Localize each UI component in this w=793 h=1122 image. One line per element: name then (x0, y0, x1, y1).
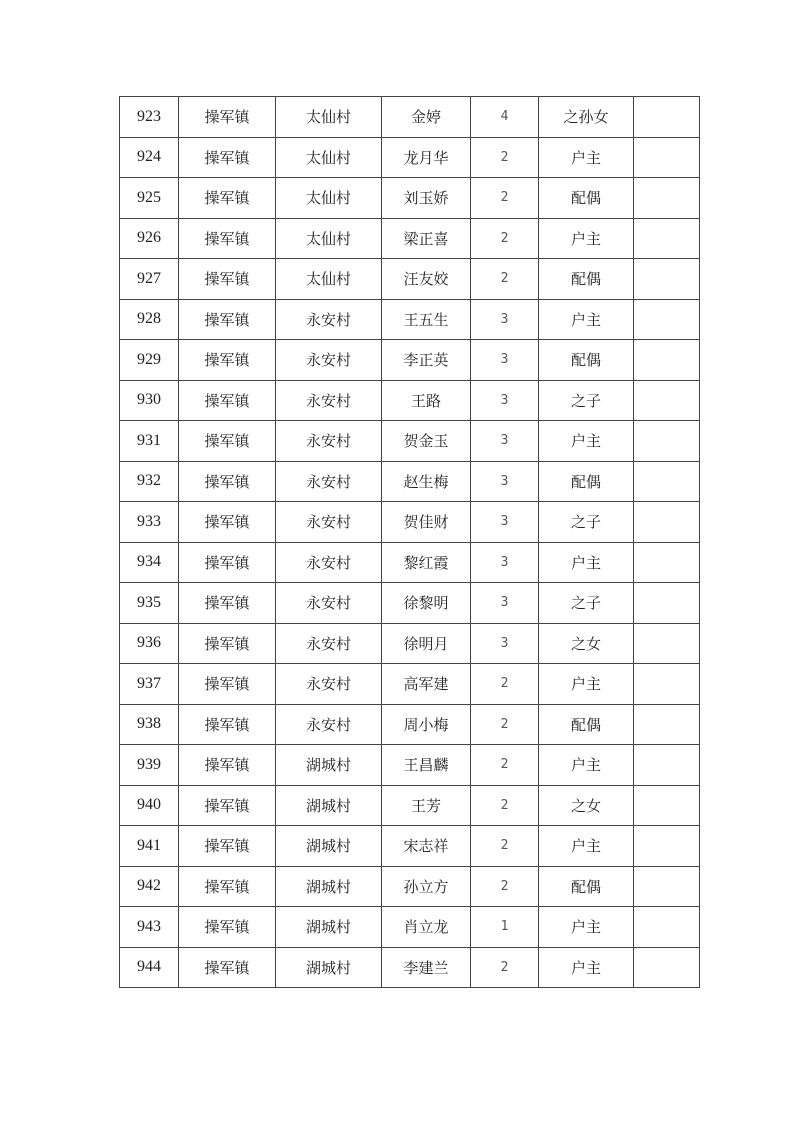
household-size-cell: 1 (471, 907, 539, 948)
village-cell: 永安村 (276, 340, 382, 381)
note-cell (634, 664, 700, 705)
person-name-cell: 周小梅 (382, 704, 471, 745)
household-size-cell: 2 (471, 785, 539, 826)
village-cell: 太仙村 (276, 137, 382, 178)
village-cell: 永安村 (276, 704, 382, 745)
village-cell: 永安村 (276, 421, 382, 462)
relation-cell: 户主 (539, 907, 634, 948)
village-cell: 湖城村 (276, 745, 382, 786)
table-row (120, 137, 700, 178)
household-size-cell: 2 (471, 259, 539, 300)
row-number-cell: 932 (120, 461, 179, 502)
table-row (120, 97, 700, 138)
relation-cell: 配偶 (539, 461, 634, 502)
note-cell (634, 421, 700, 462)
village-cell: 永安村 (276, 623, 382, 664)
town-cell: 操军镇 (179, 502, 276, 543)
person-name-cell: 王昌麟 (382, 745, 471, 786)
relation-cell: 户主 (539, 137, 634, 178)
town-cell: 操军镇 (179, 340, 276, 381)
town-cell: 操军镇 (179, 866, 276, 907)
household-size-cell: 2 (471, 866, 539, 907)
row-number-cell: 938 (120, 704, 179, 745)
note-cell (634, 826, 700, 867)
household-size-cell: 2 (471, 178, 539, 219)
note-cell (634, 461, 700, 502)
town-cell: 操军镇 (179, 218, 276, 259)
note-cell (634, 380, 700, 421)
town-cell: 操军镇 (179, 745, 276, 786)
row-number-cell: 934 (120, 542, 179, 583)
village-cell: 湖城村 (276, 785, 382, 826)
note-cell (634, 97, 700, 138)
relation-cell: 配偶 (539, 704, 634, 745)
town-cell: 操军镇 (179, 259, 276, 300)
town-cell: 操军镇 (179, 704, 276, 745)
village-cell: 永安村 (276, 664, 382, 705)
village-cell: 太仙村 (276, 218, 382, 259)
note-cell (634, 542, 700, 583)
person-name-cell: 王五生 (382, 299, 471, 340)
town-cell: 操军镇 (179, 664, 276, 705)
note-cell (634, 340, 700, 381)
person-name-cell: 贺佳财 (382, 502, 471, 543)
relation-cell: 之子 (539, 502, 634, 543)
person-name-cell: 肖立龙 (382, 907, 471, 948)
town-cell: 操军镇 (179, 421, 276, 462)
table-row (120, 542, 700, 583)
village-cell: 湖城村 (276, 907, 382, 948)
person-name-cell: 李建兰 (382, 947, 471, 988)
roster-body (120, 97, 700, 988)
household-size-cell: 2 (471, 218, 539, 259)
table-row (120, 299, 700, 340)
household-size-cell: 3 (471, 542, 539, 583)
household-size-cell: 3 (471, 421, 539, 462)
person-name-cell: 龙月华 (382, 137, 471, 178)
household-size-cell: 3 (471, 299, 539, 340)
row-number-cell: 926 (120, 218, 179, 259)
table-row (120, 218, 700, 259)
household-size-cell: 2 (471, 947, 539, 988)
town-cell: 操军镇 (179, 137, 276, 178)
relation-cell: 户主 (539, 664, 634, 705)
town-cell: 操军镇 (179, 826, 276, 867)
note-cell (634, 502, 700, 543)
person-name-cell: 宋志祥 (382, 826, 471, 867)
table-row (120, 178, 700, 219)
relation-cell: 户主 (539, 826, 634, 867)
town-cell: 操军镇 (179, 461, 276, 502)
table-row (120, 704, 700, 745)
roster-table (119, 96, 700, 988)
row-number-cell: 927 (120, 259, 179, 300)
village-cell: 永安村 (276, 502, 382, 543)
table-row (120, 421, 700, 462)
note-cell (634, 137, 700, 178)
row-number-cell: 941 (120, 826, 179, 867)
row-number-cell: 944 (120, 947, 179, 988)
note-cell (634, 704, 700, 745)
note-cell (634, 785, 700, 826)
town-cell: 操军镇 (179, 907, 276, 948)
town-cell: 操军镇 (179, 299, 276, 340)
table-row (120, 380, 700, 421)
note-cell (634, 178, 700, 219)
town-cell: 操军镇 (179, 97, 276, 138)
town-cell: 操军镇 (179, 947, 276, 988)
relation-cell: 之孙女 (539, 97, 634, 138)
village-cell: 永安村 (276, 461, 382, 502)
note-cell (634, 745, 700, 786)
relation-cell: 配偶 (539, 178, 634, 219)
village-cell: 永安村 (276, 542, 382, 583)
table-row (120, 502, 700, 543)
town-cell: 操军镇 (179, 380, 276, 421)
row-number-cell: 931 (120, 421, 179, 462)
person-name-cell: 王芳 (382, 785, 471, 826)
note-cell (634, 259, 700, 300)
table-row (120, 826, 700, 867)
household-size-cell: 3 (471, 623, 539, 664)
table-row (120, 623, 700, 664)
row-number-cell: 942 (120, 866, 179, 907)
table-row (120, 745, 700, 786)
village-cell: 太仙村 (276, 178, 382, 219)
relation-cell: 之子 (539, 380, 634, 421)
household-size-cell: 3 (471, 380, 539, 421)
village-cell: 太仙村 (276, 259, 382, 300)
row-number-cell: 936 (120, 623, 179, 664)
town-cell: 操军镇 (179, 542, 276, 583)
household-size-cell: 3 (471, 502, 539, 543)
note-cell (634, 947, 700, 988)
relation-cell: 户主 (539, 299, 634, 340)
row-number-cell: 930 (120, 380, 179, 421)
note-cell (634, 583, 700, 624)
note-cell (634, 218, 700, 259)
person-name-cell: 高军建 (382, 664, 471, 705)
row-number-cell: 924 (120, 137, 179, 178)
table-row (120, 583, 700, 624)
person-name-cell: 赵生梅 (382, 461, 471, 502)
household-size-cell: 2 (471, 137, 539, 178)
relation-cell: 配偶 (539, 866, 634, 907)
relation-cell: 户主 (539, 745, 634, 786)
village-cell: 永安村 (276, 299, 382, 340)
note-cell (634, 299, 700, 340)
table-row (120, 866, 700, 907)
relation-cell: 之女 (539, 785, 634, 826)
row-number-cell: 933 (120, 502, 179, 543)
row-number-cell: 935 (120, 583, 179, 624)
relation-cell: 配偶 (539, 340, 634, 381)
table-row (120, 785, 700, 826)
row-number-cell: 937 (120, 664, 179, 705)
note-cell (634, 623, 700, 664)
relation-cell: 配偶 (539, 259, 634, 300)
household-size-cell: 2 (471, 664, 539, 705)
relation-cell: 户主 (539, 421, 634, 462)
town-cell: 操军镇 (179, 178, 276, 219)
table-row (120, 259, 700, 300)
household-size-cell: 4 (471, 97, 539, 138)
row-number-cell: 925 (120, 178, 179, 219)
person-name-cell: 王路 (382, 380, 471, 421)
person-name-cell: 黎红霞 (382, 542, 471, 583)
table-row (120, 461, 700, 502)
person-name-cell: 徐明月 (382, 623, 471, 664)
village-cell: 太仙村 (276, 97, 382, 138)
row-number-cell: 928 (120, 299, 179, 340)
village-cell: 永安村 (276, 583, 382, 624)
village-cell: 湖城村 (276, 826, 382, 867)
person-name-cell: 贺金玉 (382, 421, 471, 462)
household-size-cell: 3 (471, 583, 539, 624)
person-name-cell: 汪友姣 (382, 259, 471, 300)
village-cell: 永安村 (276, 380, 382, 421)
village-cell: 湖城村 (276, 947, 382, 988)
person-name-cell: 孙立方 (382, 866, 471, 907)
person-name-cell: 梁正喜 (382, 218, 471, 259)
household-size-cell: 2 (471, 826, 539, 867)
town-cell: 操军镇 (179, 623, 276, 664)
town-cell: 操军镇 (179, 785, 276, 826)
household-size-cell: 3 (471, 340, 539, 381)
person-name-cell: 徐黎明 (382, 583, 471, 624)
row-number-cell: 929 (120, 340, 179, 381)
relation-cell: 户主 (539, 947, 634, 988)
table-row (120, 340, 700, 381)
table-row (120, 947, 700, 988)
note-cell (634, 866, 700, 907)
town-cell: 操军镇 (179, 583, 276, 624)
village-cell: 湖城村 (276, 866, 382, 907)
person-name-cell: 金婷 (382, 97, 471, 138)
table-row (120, 664, 700, 705)
row-number-cell: 940 (120, 785, 179, 826)
relation-cell: 户主 (539, 542, 634, 583)
household-size-cell: 3 (471, 461, 539, 502)
household-size-cell: 2 (471, 704, 539, 745)
relation-cell: 之女 (539, 623, 634, 664)
row-number-cell: 943 (120, 907, 179, 948)
table-row (120, 907, 700, 948)
row-number-cell: 923 (120, 97, 179, 138)
relation-cell: 之子 (539, 583, 634, 624)
household-size-cell: 2 (471, 745, 539, 786)
row-number-cell: 939 (120, 745, 179, 786)
relation-cell: 户主 (539, 218, 634, 259)
note-cell (634, 907, 700, 948)
person-name-cell: 刘玉娇 (382, 178, 471, 219)
person-name-cell: 李正英 (382, 340, 471, 381)
